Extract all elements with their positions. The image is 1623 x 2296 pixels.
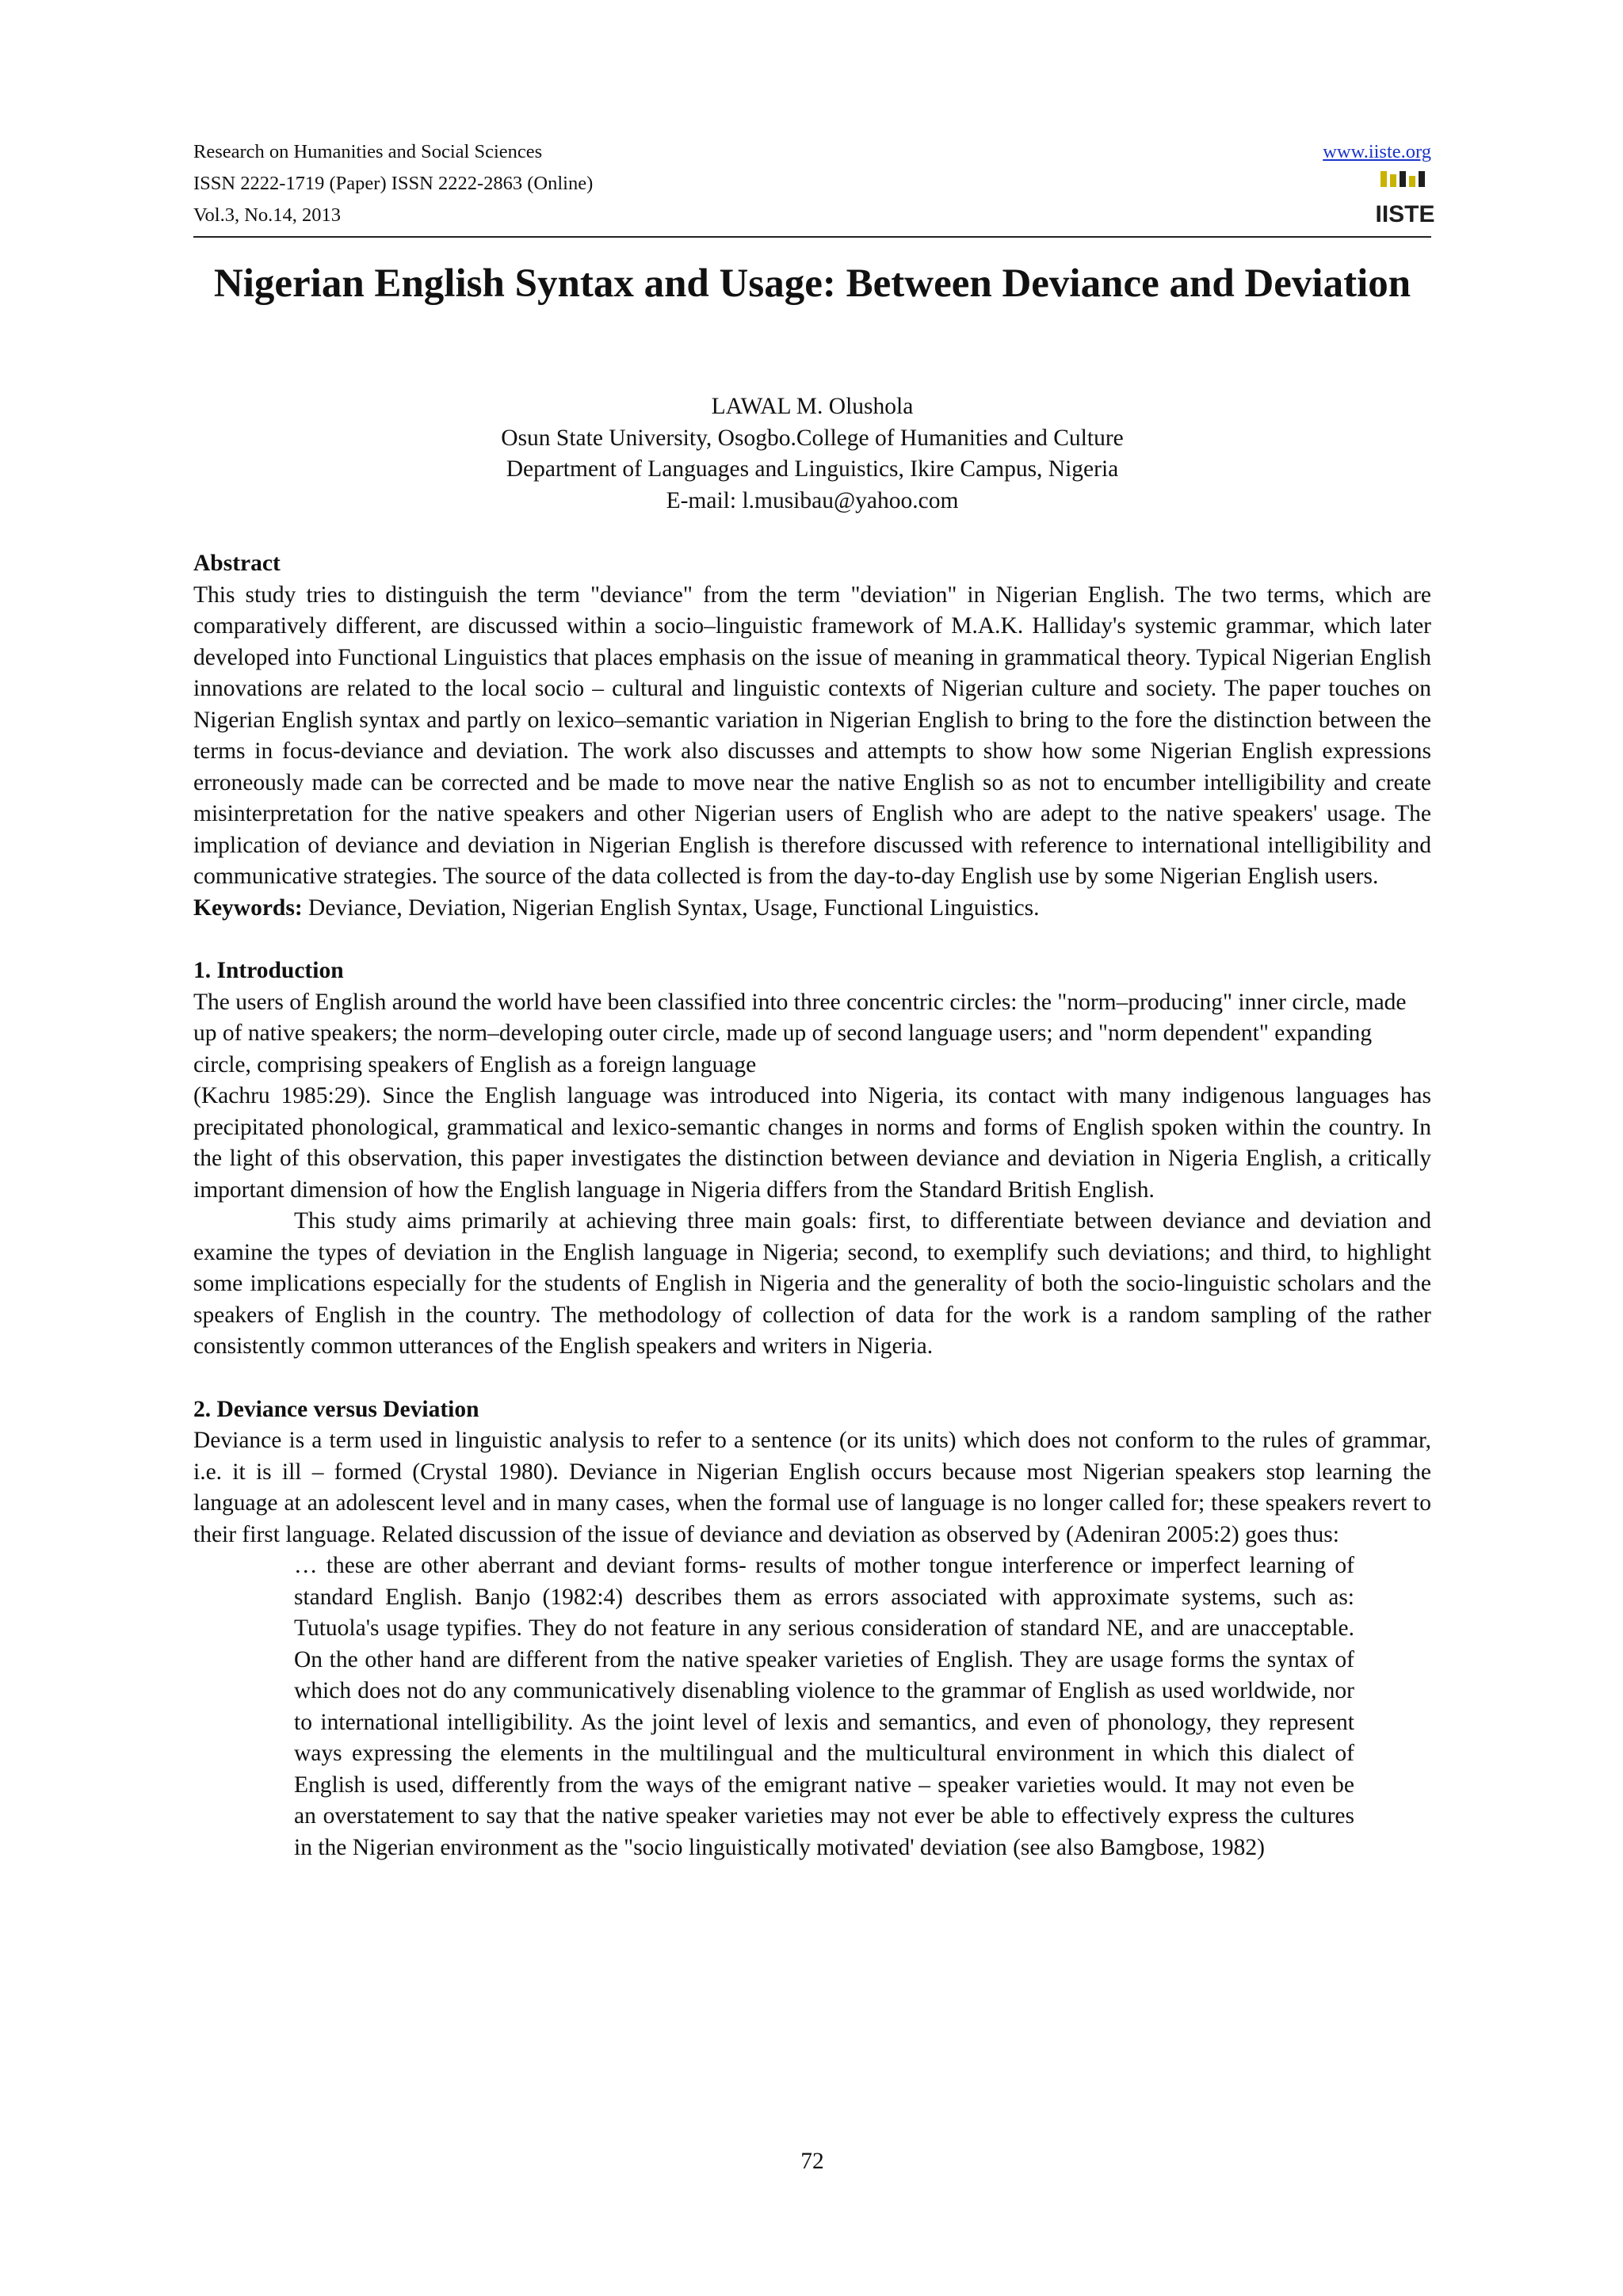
iiste-logo [1375, 170, 1435, 227]
author-affiliation-2: Department of Languages and Linguistics, Ikire Campus, Nigeria [506, 456, 1119, 482]
journal-website-link[interactable]: www.iiste.org [1323, 141, 1431, 162]
abstract-heading: Abstract [193, 551, 281, 576]
logo-bars [1381, 171, 1425, 187]
section-2-paragraph-1: Deviance is a term used in linguistic analysis to refer to a sentence (or its units) which does not conform to the rules of grammar, i.e. it is ill – formed (Crystal 1980). Deviance in Nigerian English occurs because most Nigerian speakers stop learning the language at an adolescent level and in many cases, when the formal use of language is no longer called for; these speakers revert to their first language. Related discussion of the issue of deviance and deviation as observed by (Adeniran 2005:2) goes thus: [193, 1428, 1431, 1547]
journal-volume: Vol.3, No.14, 2013 [193, 204, 342, 226]
author-block [193, 391, 1431, 517]
section-1-paragraph-2: This study aims primarily at achieving three main goals: first, to differentiate between deviance and deviation and examine the types of deviation in the English language in Nigeria; second, to exemplify such deviations; and third, to highlight some implications especially for the students of English in Nigeria and the generality of both the socio-linguistic scholars and the speakers of English in the country. The methodology of collection of data for the work is a random sampling of the rather consistently common utterances of the English speakers and writers in Nigeria. [193, 1208, 1431, 1359]
journal-info [193, 136, 593, 231]
keywords-label: Keywords: [193, 894, 303, 921]
section-1-heading: 1. Introduction [193, 958, 344, 983]
header-rule [193, 236, 1431, 238]
section-1-paragraph-1: The users of English around the world have been classified into three concentric circles: the "norm–producing" inner circle, made up of native speakers; the norm–developing outer circle, made up of second language users; and "norm dependent" expanding circle, comprising speakers of English as a foreign language [193, 989, 1407, 1077]
paper-title: Nigerian English Syntax and Usage: Between Deviance and Deviation [213, 261, 1411, 306]
paper-body [193, 548, 1431, 1863]
journal-issn: ISSN 2222-1719 (Paper) ISSN 2222-2863 (Online) [193, 173, 594, 194]
page-number: 72 [800, 2149, 824, 2174]
journal-header [193, 136, 1435, 231]
keywords-text: Deviance, Deviation, Nigerian English Syntax, Usage, Functional Linguistics. [308, 894, 1040, 921]
keywords-line [193, 893, 1431, 925]
section-1-paragraph-1b: (Kachru 1985:29). Since the English language was introduced into Nigeria, its contact with many indigenous languages has precipitated phonological, grammatical and lexico-semantic changes in norms and forms of English spoken within the country. In the light of this observation, this paper investigates the distinction between deviance and deviation in Nigeria English, a critically important dimension of how the English language in Nigeria differs from the Standard British English. [193, 1083, 1431, 1203]
author-email: E-mail: l.musibau@yahoo.com [666, 487, 959, 513]
logo-text: IISTE [1375, 201, 1435, 227]
author-affiliation-1: Osun State University, Osogbo.College of Humanities and Culture [501, 425, 1124, 451]
spacer [193, 1363, 1431, 1394]
section-2-heading: 2. Deviance versus Deviation [193, 1396, 479, 1422]
block-quote: … these are other aberrant and deviant forms- results of mother tongue interference or imperfect learning of standard English. Banjo (1982:4) describes them as errors associated with approximate systems, such as: Tutuola's usage typifies. They do not feature in any serious consideration of standard NE, and are unacceptable. On the other hand are different from the native speaker varieties of English. They are usage forms the syntax of which does not do any communicatively disenabling violence to the grammar of English as used worldwide, nor to international intelligibility. As the joint level of lexis and semantics, and even of phonology, they represent ways expressing the elements in the multilingual and the multicultural environment in which this dialect of English is used, differently from the ways of the emigrant native – speaker varieties would. It may not even be an overstatement to say that the native speaker varieties may not ever be able to effectively express the cultures in the Nigerian environment as the "socio linguistically motivated' deviation (see also Bamgbose, 1982) [294, 1553, 1354, 1860]
abstract-text: This study tries to distinguish the term "deviance" from the term "deviation" in Nigerian English. The two terms, which are comparatively different, are discussed within a socio–linguistic framework of M.A.K. Halliday's systemic grammar, which later developed into Functional Linguistics that places emphasis on the issue of meaning in grammatical theory. Typical Nigerian English innovations are related to the local socio – cultural and linguistic contexts of Nigerian culture and society. The paper touches on Nigerian English syntax and partly on lexico–semantic variation in Nigerian English to bring to the fore the distinction between the terms in focus-deviance and deviation. The work also discusses and attempts to show how some Nigerian English expressions erroneously made can be corrected and be made to move near the native English so as not to encumber intelligibility and create misinterpretation for the native speakers and other Nigerian users of English who are adept to the native speakers' usage. The implication of deviance and deviation in Nigerian English is therefore discussed with reference to international intelligibility and communicative strategies. The source of the data collected is from the day-to-day English use by some Nigerian English users. [193, 582, 1431, 889]
author-name: LAWAL M. Olushola [711, 394, 914, 419]
journal-name: Research on Humanities and Social Sciences [193, 141, 543, 162]
spacer [193, 924, 1431, 955]
